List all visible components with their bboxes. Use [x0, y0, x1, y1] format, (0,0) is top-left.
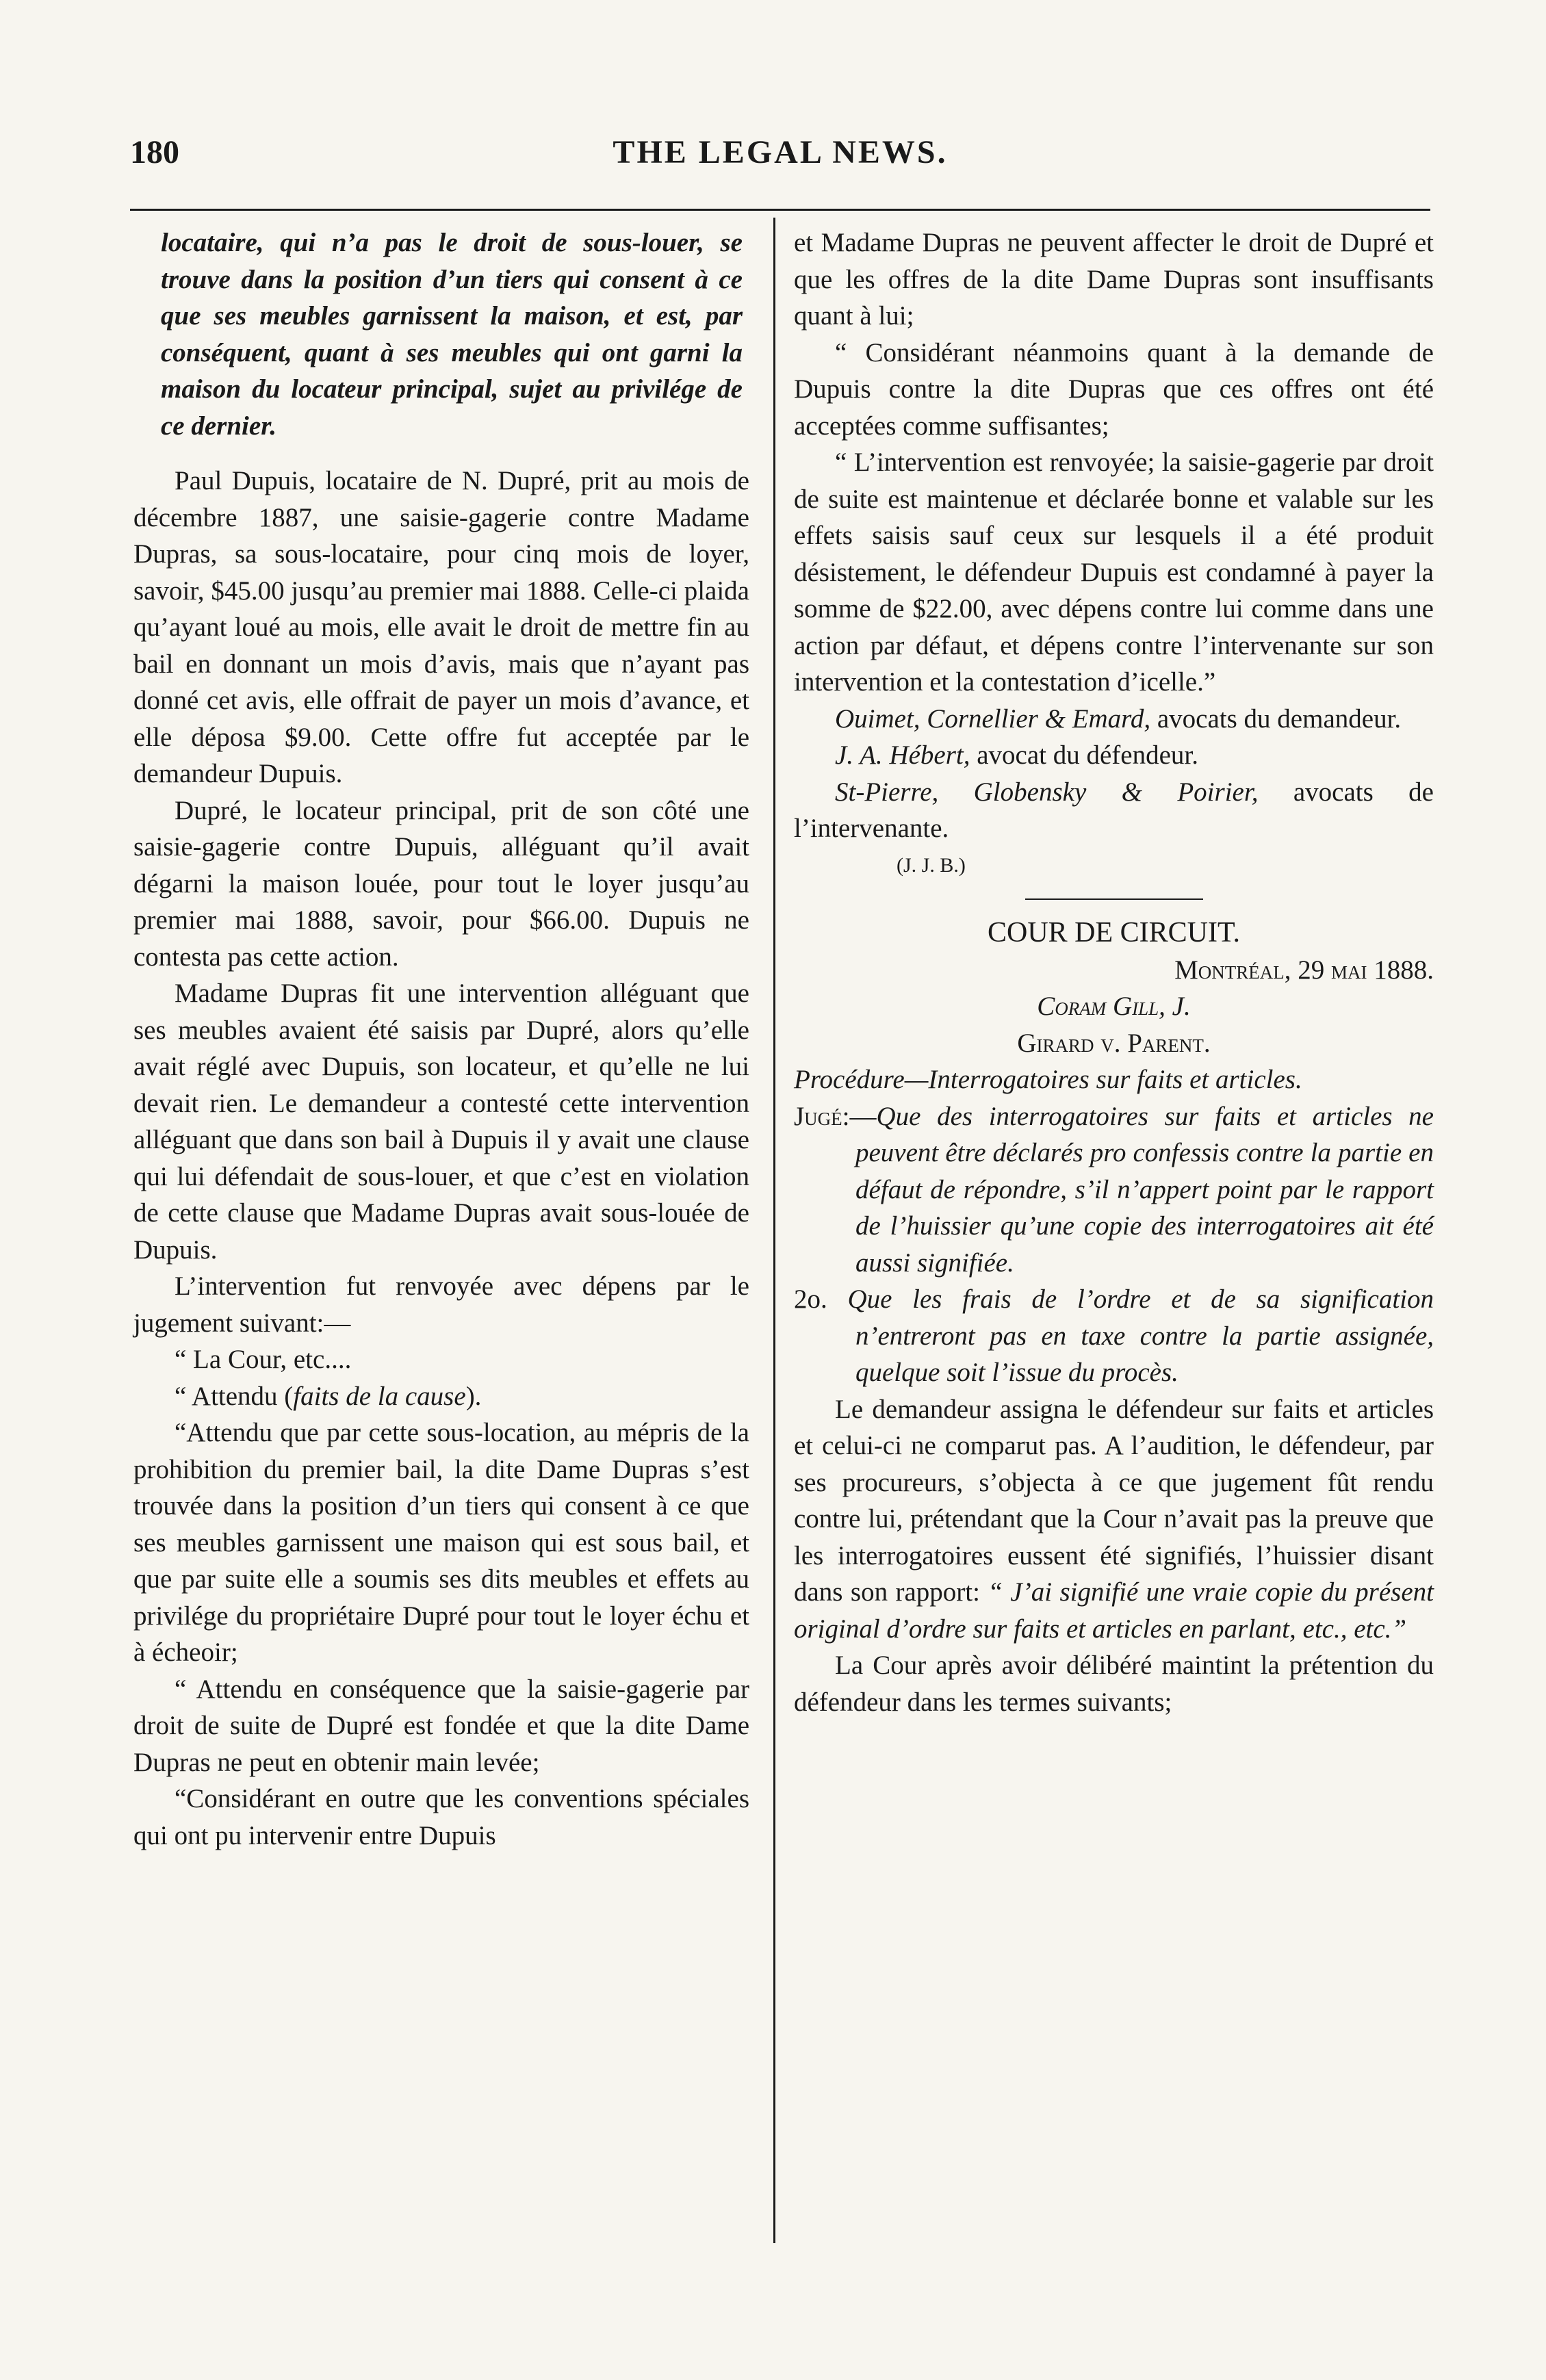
court-heading: COUR DE CIRCUIT. [987, 917, 1241, 948]
page-number: 180 [130, 134, 179, 170]
place-date: Montréal, 29 mai 1888. [1174, 955, 1434, 985]
paragraph: “ Considérant néanmoins quant à la demande de Dupuis contre la dite Dupras que ces offres ont été acceptées comme suffisantes; [794, 337, 1434, 441]
holding-1: Jugé:—Que des interrogatoires sur faits et articles ne peuvent être déclarés pro confessis contre la partie en défaut de répondre, s’il n’appert point par le rapport de l’huissier qu’une copie des interrogatoires ait été aussi signifiée. [794, 1101, 1434, 1278]
paragraph: “ Attendu en conséquence que la saisie-gagerie par droit de suite de Dupré est fondée et que la dite Dame Dupras ne peut en obtenir main levée; [133, 1674, 749, 1777]
headnote-summary: locataire, qui n’a pas le droit de sous-louer, se trouve dans la position d’un tiers qui consent à ce que ses meubles garnissent la maison, et est, par conséquent, quant à ses meubles qui ont garni la maison du locateur principal, sujet au privilége de ce dernier. [161, 228, 743, 441]
paragraph: La Cour après avoir délibéré maintint la prétention du défendeur dans les termes suivants; [794, 1651, 1434, 1717]
page-header [130, 133, 1430, 181]
paragraph: “ La Cour, etc.... [175, 1345, 352, 1374]
header-rule [130, 209, 1430, 211]
case-title: Girard v. Parent. [1017, 1028, 1211, 1058]
paragraph: “ Attendu (faits de la cause). [175, 1381, 482, 1411]
coram: Coram Gill, J. [1037, 992, 1191, 1021]
column-divider [773, 218, 775, 2243]
paragraph: “ L’intervention est renvoyée; la saisie-gagerie par droit de suite est maintenue et déclarée bonne et valable sur les effets saisis sauf ceux sur lesquels il a été produit désistement, le défendeur Dupuis est condamné à payer la somme de $22.00, avec dépens contre lui comme dans une action par défaut, et dépens contre l’intervenante sur son intervention et la contestation d’icelle.” [794, 448, 1434, 697]
counsel-line: J. A. Hébert, avocat du défendeur. [835, 740, 1199, 770]
counsel-line: St-Pierre, Globensky & Poirier, avocats de l’intervenante. [794, 777, 1434, 843]
paragraph: Dupré, le locateur principal, prit de son côté une saisie-gagerie contre Dupuis, alléguant qu’il avait dégarni la maison louée, pour tout le loyer jusqu’au premier mai 1888, savoir, pour $66.00. Dupuis ne contesta pas cette action. [133, 795, 749, 972]
holding-2: 2o. Que les frais de l’ordre et de sa signification n’entreront pas en taxe contre la partie assignée, quelque soit l’issue du procès. [794, 1284, 1434, 1387]
italic-text: faits de la cause [293, 1381, 466, 1411]
running-title: THE LEGAL NEWS. [613, 134, 948, 170]
right-column [794, 224, 1434, 1720]
section-rule [1025, 898, 1203, 900]
subject-line: Procédure—Interrogatoires sur faits et articles. [794, 1065, 1302, 1094]
paragraph: et Madame Dupras ne peuvent affecter le droit de Dupré et que les offres de la dite Dame Dupras sont insuffisants quant à lui; [794, 228, 1434, 331]
paragraph: Madame Dupras fit une intervention alléguant que ses meubles avaient été saisis par Dupré, alors qu’elle avait réglé avec Dupuis, son locateur, et qu’elle ne lui devait rien. Le demandeur a contesté cette intervention alléguant que dans son bail à Dupuis il y avait une clause qui lui défendait de sous-louer, et que c’est en violation de cette clause que Madame Dupras avait sous-louée de Dupuis. [133, 979, 749, 1265]
left-column [133, 224, 749, 1854]
paragraph: “Considérant en outre que les conventions spéciales qui ont pu intervenir entre Dupuis [133, 1784, 749, 1850]
paragraph: Le demandeur assigna le défendeur sur faits et articles et celui-ci ne comparut pas. A l’audition, le défendeur, par ses procureurs, s’objecta à ce que jugement fût rendu contre lui, prétendant que la Cour n’avait pas la preuve que les interrogatoires eussent été signifiés, l’huissier disant dans son rapport: “ J’ai signifié une vraie copie du présent original d’ordre sur faits et articles en parlant, etc., etc.” [794, 1394, 1434, 1644]
counsel-line: Ouimet, Cornellier & Emard, avocats du demandeur. [835, 703, 1402, 734]
paragraph: Paul Dupuis, locataire de N. Dupré, prit au mois de décembre 1887, une saisie-gagerie contre Madame Dupras, sa sous-locataire, pour cinq mois de loyer, savoir, $45.00 jusqu’au premier mai 1888. Celle-ci plaida qu’ayant loué au mois, elle avait le droit de mettre fin au bail en donnant un mois d’avis, mais que n’ayant pas donné cet avis, elle offrait de payer un mois d’avance, et elle déposa $9.00. Cette offre fut acceptée par le demandeur Dupuis. [133, 466, 749, 788]
paragraph: “Attendu que par cette sous-location, au mépris de la prohibition du premier bail, la dite Dame Dupras s’est trouvée dans la position d’un tiers qui consent à ce que ses meubles garnissent une maison qui est sous bail, et que par suite elle a soumis ses dits meubles et effets au privilége du propriétaire Dupré pour tout le loyer échu et à écheoir; [133, 1418, 749, 1667]
reporter-initials: (J. J. B.) [897, 853, 966, 877]
paragraph: L’intervention fut renvoyée avec dépens par le jugement suivant:— [133, 1271, 749, 1338]
